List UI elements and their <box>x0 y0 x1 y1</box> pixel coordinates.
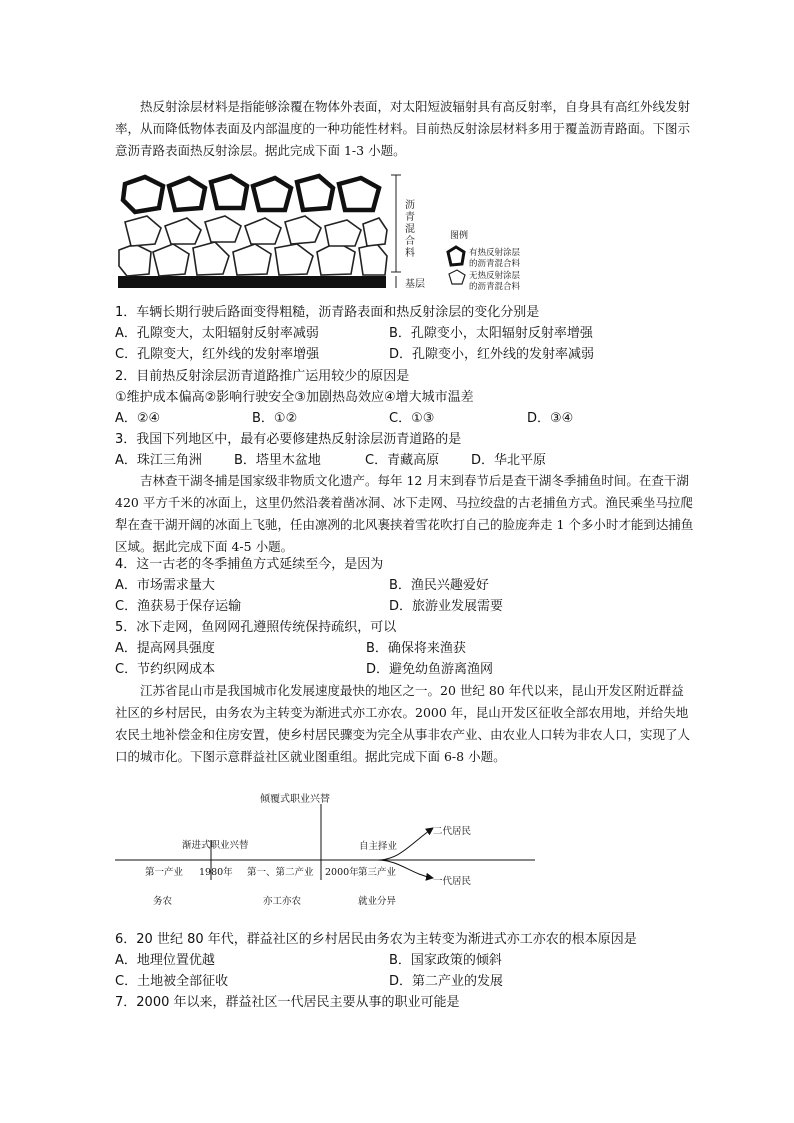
question-1-option-d: D．孔隙变小，红外线的发射率减弱 <box>389 347 595 362</box>
label-farming: 务农 <box>153 896 173 907</box>
question-5-option-a: A．提高网具强度 <box>115 641 215 656</box>
question-4-option-a: A．市场需求量大 <box>115 578 215 593</box>
legend-title: 图例 <box>450 231 469 241</box>
label-overturning: 倾覆式职业兴替 <box>260 794 330 805</box>
question-2-statements: ①维护成本偏高②影响行驶安全③加剧热岛效应④增大城市温差 <box>115 390 474 405</box>
question-6-option-b: B．国家政策的倾斜 <box>389 953 502 968</box>
asphalt-label-2: 青 <box>405 212 415 223</box>
label-1980: 1980年 <box>199 867 233 878</box>
question-3-option-a: A．珠江三角洲 <box>115 453 202 468</box>
label-split: 就业分异 <box>358 896 397 907</box>
question-3-option-d: D．华北平原 <box>471 453 547 468</box>
label-first-gen: 一代居民 <box>433 876 472 887</box>
legend-coated-1: 有热反射涂层 <box>469 248 521 258</box>
question-6-option-c: C．土地被全部征收 <box>115 974 229 989</box>
question-6-option-d: D．第二产业的发展 <box>389 974 504 989</box>
question-3-option-c: C．青藏高原 <box>365 453 440 468</box>
asphalt-coating-figure <box>115 172 535 294</box>
employment-diagram <box>115 788 595 918</box>
label-work-farm: 亦工亦农 <box>263 896 302 907</box>
label-primary: 第一产业 <box>145 867 184 878</box>
label-self-choice: 自主择业 <box>359 841 398 852</box>
svg-text:有热反射涂层 的沥青混合料 <box>469 247 523 269</box>
passage-chagan-lake: 吉林查干湖冬捕是国家级非物质文化遗产。每年 12 月末到春节后是查干湖冬季捕鱼时间。在查干湖 420 平方千米的冰面上，这里仍然沿袭着凿冰洞、冰下走网、马拉绞盘的古老捕鱼方式。渔民乘坐马拉爬犁在查干湖开阔的冰面上飞驰，任由凛冽的北风裹挟着雪花吹打自己的脸庞奔走 1 个多小时才能到达捕鱼区域。据此完成下面 4-5 小题。 <box>115 473 694 554</box>
question-7-stem: 7．2000 年以来，群益社区一代居民主要从事的职业可能是 <box>115 995 460 1010</box>
question-2-option-a: A．②④ <box>115 411 161 426</box>
question-2-option-b: B．①② <box>252 411 298 426</box>
question-1-option-b: B．孔隙变小，太阳辐射反射率增强 <box>389 326 593 341</box>
question-5-stem: 5．冰下走网，鱼网网孔遵照传统保持疏织，可以 <box>115 620 397 635</box>
legend-uncoated-1: 无热反射涂层 <box>469 271 521 281</box>
question-4-option-d: D．旅游业发展需要 <box>389 599 504 614</box>
legend-coated-swatch <box>448 247 464 265</box>
question-5-option-c: C．节约织网成本 <box>115 662 216 677</box>
question-4-option-b: B．渔民兴趣爱好 <box>389 578 489 593</box>
question-2-option-d: D．③④ <box>527 411 574 426</box>
label-primary-secondary: 第一、第二产业 <box>247 867 314 878</box>
question-3-stem: 3．我国下列地区中，最有必要修建热反射涂层沥青道路的是 <box>115 432 462 447</box>
asphalt-label-5: 料 <box>405 248 415 259</box>
legend-uncoated-swatch <box>449 270 465 284</box>
base-layer <box>118 276 386 288</box>
asphalt-label-1: 沥 <box>405 200 415 211</box>
label-gradual: 渐进式职业兴替 <box>182 840 249 851</box>
asphalt-label-4: 合 <box>405 236 415 247</box>
base-label: 基层 <box>405 279 425 290</box>
question-5-option-d: D．避免幼鱼游离渔网 <box>366 662 494 677</box>
asphalt-label <box>405 199 418 259</box>
question-1-option-a: A．孔隙变大，太阳辐射反射率减弱 <box>115 326 319 341</box>
label-second-gen: 二代居民 <box>433 826 472 837</box>
question-5-option-b: B．确保将来渔获 <box>366 641 466 656</box>
passage-heat-reflective: 热反射涂层材料是指能够涂覆在物体外表面，对太阳短波辐射具有高反射率，自身具有高红外线发射率，从而降低物体表面及内部温度的一种功能性材料。目前热反射涂层材料多用于覆盖沥青路面。下图示意沥青路表面热反射涂层。据此完成下面 1-3 小题。 <box>115 99 691 158</box>
label-2000: 2000年 <box>325 867 359 878</box>
legend-coated-2: 的沥青混合料 <box>469 259 521 269</box>
question-1-stem: 1．车辆长期行驶后路面变得粗糙，沥青路表面和热反射涂层的变化分别是 <box>115 305 540 320</box>
asphalt-label-3: 混 <box>405 224 415 235</box>
question-3-option-b: B．塔里木盆地 <box>234 453 321 468</box>
question-4-option-c: C．渔获易于保存运输 <box>115 599 242 614</box>
passage-kunshan: 江苏省昆山市是我国城市化发展速度最快的地区之一。20 世纪 80 年代以来，昆山开发区附近群益社区的乡村居民，由务农为主转变为渐进式亦工亦农。2000 年，昆山开发区征收全部农用地，并给失地农民土地补偿金和住房安置，使乡村居民骤变为完全从事非农产业、由农业人口转为非农人口，实现了人口的城市化。下图示意群益社区就业图重组。据此完成下面 6-8 小题。 <box>115 683 691 764</box>
question-6-stem: 6．20 世纪 80 年代，群益社区的乡村居民由务农为主转变为渐进式亦工亦农的根本原因是 <box>115 932 637 947</box>
label-tertiary: 第三产业 <box>358 867 397 878</box>
question-2-stem: 2．目前热反射涂层沥青道路推广运用较少的原因是 <box>115 369 410 384</box>
legend-uncoated-2: 的沥青混合料 <box>469 282 521 292</box>
question-4-stem: 4．这一古老的冬季捕鱼方式延续至今，是因为 <box>115 557 384 572</box>
svg-text:无热反射涂层 的沥青混合料 <box>469 270 523 292</box>
question-6-option-a: A．地理位置优越 <box>115 953 215 968</box>
question-2-option-c: C．①③ <box>389 411 435 426</box>
question-1-option-c: C．孔隙变大，红外线的发射率增强 <box>115 347 320 362</box>
